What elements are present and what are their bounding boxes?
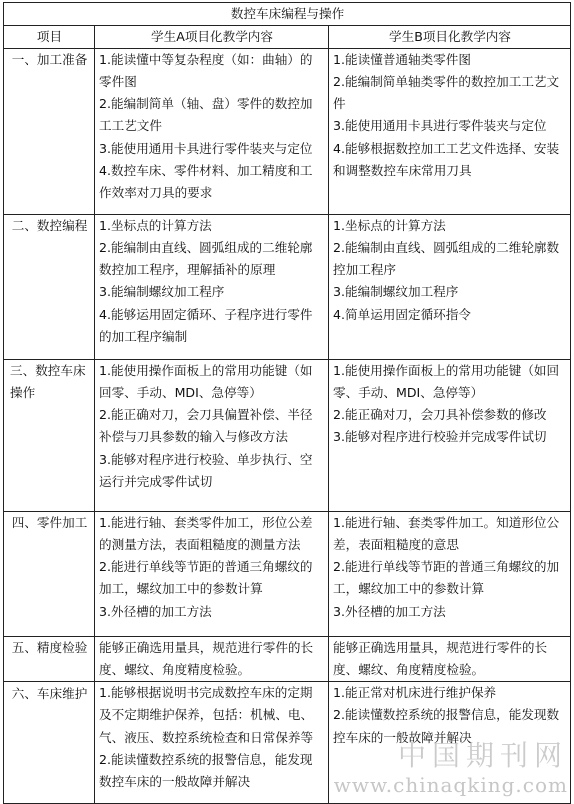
student-a-content: [95, 215, 329, 360]
student-a-content: [95, 512, 329, 637]
content-line: 2.能编制由直线、圆弧组成的二维轮廓数控加工程序，理解插补的原理: [99, 240, 313, 278]
table-row: [4, 637, 571, 682]
content-line: 2.能编制简单轴类零件的数控加工工艺文件: [333, 74, 560, 112]
row-item-label: 六、车床维护: [4, 682, 95, 804]
content-line: 1.能正常对机床进行维护保养: [333, 685, 497, 701]
content-line: 2.能进行单线等节距的普通三角螺纹的加工，螺纹加工中的参数计算: [333, 559, 560, 597]
student-b-content: [329, 215, 571, 360]
content-line: 4.能够根据数控加工工艺文件选择、安装和调整数控车床常用刀具: [333, 140, 560, 178]
row-item-label: 五、精度检验: [4, 637, 95, 682]
table-row: [4, 512, 571, 637]
content-line: 3.能编制螺纹加工程序: [333, 284, 459, 300]
row-item-label: 一、加工准备: [4, 49, 95, 215]
student-a-content: [95, 360, 329, 512]
row-item-label: 二、数控编程: [4, 215, 95, 360]
student-a-content: [95, 49, 329, 215]
content-line: 4.数控车床、零件材料、加工精度和工作效率对刀具的要求: [99, 162, 313, 200]
content-line: 4.能够运用固定循环、子程序进行零件的加工程序编制: [99, 306, 313, 344]
table-row: [4, 215, 571, 360]
content-line: 3.能编制螺纹加工程序: [99, 284, 225, 300]
header-student-b: 学生B项目化教学内容: [329, 26, 571, 49]
content-line: 1.能读懂中等复杂程度（如：曲轴）的零件图: [99, 52, 313, 90]
student-b-content: [329, 512, 571, 637]
content-line: 1.能使用操作面板上的常用功能键（如回零、手动、MDI、急停等）: [333, 363, 560, 401]
content-line: 2.能编制由直线、圆弧组成的二维轮廓数控加工程序: [333, 240, 560, 278]
content-line: 2.能读懂数控系统的报警信息，能发现数控车床的一般故障并解决: [333, 707, 560, 745]
table-row: [4, 682, 571, 804]
student-a-content: [95, 682, 329, 804]
table-title: 数控车床编程与操作: [4, 3, 571, 26]
content-line: 能够正确选用量具，规范进行零件的长度、螺纹、角度精度检验。: [99, 640, 314, 678]
header-item: 项目: [4, 26, 95, 49]
content-line: 2.能读懂数控系统的报警信息，能发现数控车床的一般故障并解决: [99, 751, 313, 789]
header-student-a: 学生A项目化教学内容: [95, 26, 329, 49]
content-line: 3.能使用通用卡具进行零件装夹与定位: [99, 140, 313, 156]
content-line: 2.能正确对刀，会刀具偏置补偿、半径补偿与刀具参数的输入与修改方法: [99, 407, 313, 445]
content-line: 3.外径槽的加工方法: [99, 603, 212, 619]
content-line: 3.能够对程序进行校验并完成零件试切: [333, 429, 547, 445]
content-line: 1.能使用操作面板上的常用功能键（如回零、手动、MDI、急停等）: [99, 363, 313, 401]
content-line: 4.简单运用固定循环指令: [333, 306, 471, 322]
content-line: 1.坐标点的计算方法: [333, 218, 446, 234]
teaching-content-table: [3, 2, 571, 804]
content-line: 1.能够根据说明书完成数控车床的定期及不定期维护保养，包括：机械、电、气、液压、数控系统检查和日常保养等: [99, 685, 314, 745]
content-line: 能够正确选用量具，规范进行零件的长度、螺纹、角度精度检验。: [333, 640, 548, 678]
student-b-content: [329, 682, 571, 804]
student-b-content: [329, 360, 571, 512]
student-b-content: [329, 49, 571, 215]
table-row: [4, 360, 571, 512]
content-line: 1.坐标点的计算方法: [99, 218, 212, 234]
content-line: 1.能进行轴、套类零件加工，形位公差的测量方法，表面粗糙度的测量方法: [99, 515, 313, 553]
content-line: 3.能使用通用卡具进行零件装夹与定位: [333, 118, 547, 134]
content-line: 3.能够对程序进行校验、单步执行、空运行并完成零件试切: [99, 451, 313, 489]
content-line: 1.能进行轴、套类零件加工。知道形位公差，表面粗糙度的意思: [333, 515, 560, 553]
student-a-content: [95, 637, 329, 682]
watermark-site-name: 中国期刊网: [397, 739, 568, 772]
content-line: 2.能编制简单（轴、盘）零件的数控加工工艺文件: [99, 96, 313, 134]
student-b-content: [329, 637, 571, 682]
row-item-label: 三、数控车床操作: [4, 360, 95, 512]
content-line: 3.外径槽的加工方法: [333, 603, 446, 619]
content-line: 2.能正确对刀，会刀具补偿参数的修改: [333, 407, 547, 423]
watermark-url: www.chinaqking.com: [333, 773, 568, 797]
content-line: 1.能读懂普通轴类零件图: [333, 52, 471, 68]
row-item-label: 四、零件加工: [4, 512, 95, 637]
content-line: 2.能进行单线等节距的普通三角螺纹的加工，螺纹加工中的参数计算: [99, 559, 313, 597]
table-row: [4, 49, 571, 215]
